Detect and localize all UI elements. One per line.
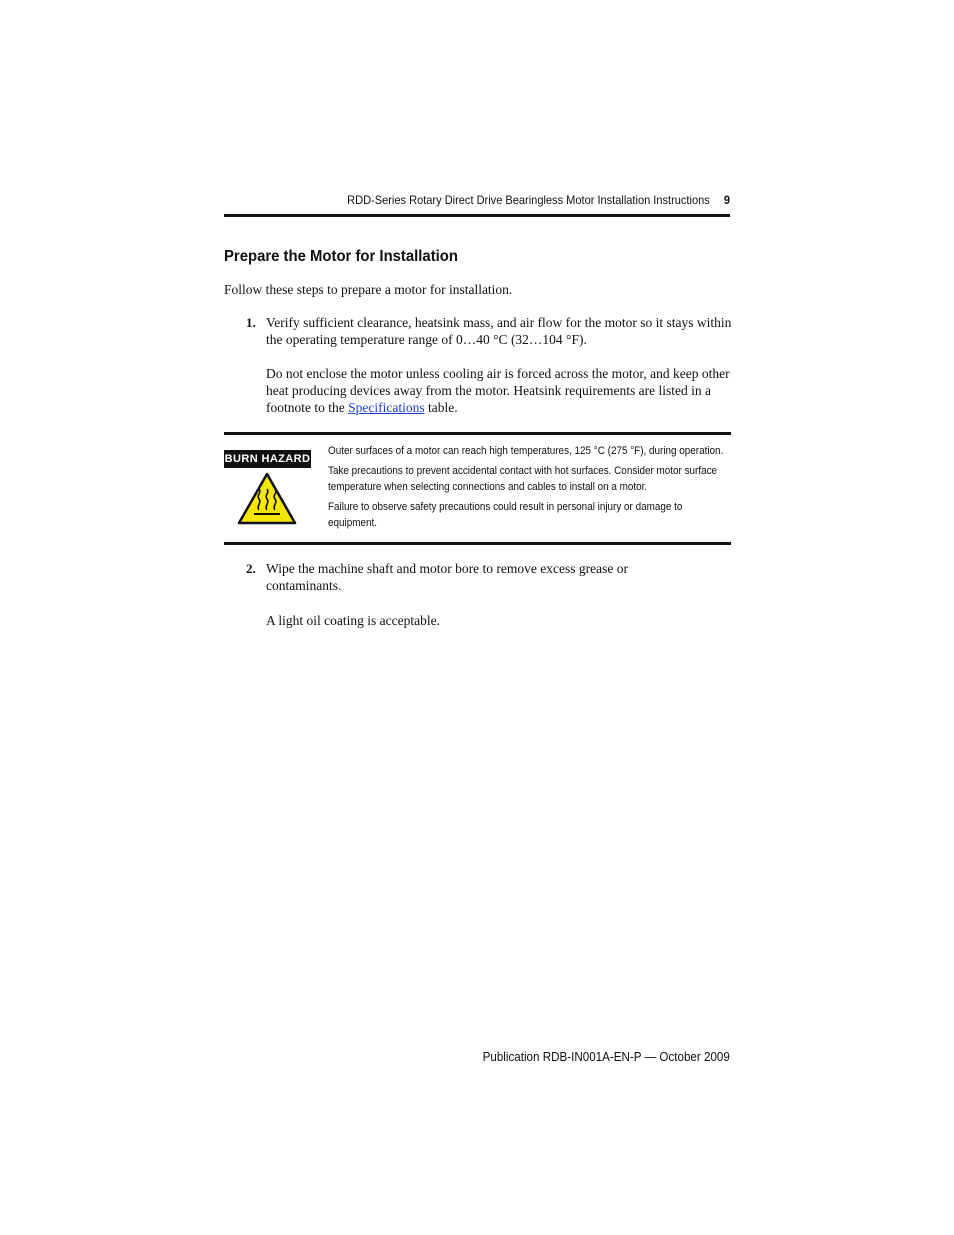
hazard-paragraph-1: Outer surfaces of a motor can reach high temperatures, 125 °C (275 °F), during operation. — [328, 445, 724, 457]
hazard-paragraph-2: Take precautions to prevent accidental contact with hot surfaces. Consider motor surface temperature when selecting connections and cables to install on a motor. — [328, 465, 718, 493]
step-2-paragraph-1: Wipe the machine shaft and motor bore to remove excess grease or contaminants. — [266, 561, 628, 593]
burn-hazard-label: BURN HAZARD — [224, 450, 311, 468]
page-number: 9 — [723, 193, 730, 207]
specifications-link[interactable]: Specifications — [348, 400, 425, 415]
hazard-bottom-rule — [224, 542, 731, 545]
hazard-text — [328, 443, 724, 535]
step-1-after-link: table. — [424, 400, 458, 415]
step-2-number: 2. — [246, 561, 256, 576]
step-1-number: 1. — [246, 315, 256, 330]
step-1-text — [266, 314, 732, 416]
section-title: Prepare the Motor for Installation — [224, 248, 458, 265]
step-1-paragraph-2 — [266, 365, 732, 416]
header-rule — [224, 214, 730, 217]
hazard-paragraph-3: Failure to observe safety precautions could result in personal injury or damage to equipment. — [328, 501, 683, 529]
intro-text: Follow these steps to prepare a motor for installation. — [224, 282, 513, 297]
header-title: RDD-Series Rotary Direct Drive Bearingless Motor Installation Instructions — [347, 193, 710, 207]
hazard-top-rule — [224, 432, 731, 435]
step-1-paragraph-2-text: Do not enclose the motor unless cooling air is forced across the motor, and keep other heat producing devices away from the motor. Heatsink requirements are listed in a footnote to the — [266, 366, 730, 415]
publication-footer: Publication RDB-IN001A-EN-P — October 2009 — [482, 1050, 730, 1064]
step-1-paragraph-1: Verify sufficient clearance, heatsink mass, and air flow for the motor so it stays within the operating temperature range of 0…40 °C (32…104 °F). — [266, 315, 732, 347]
running-header — [264, 190, 730, 212]
hot-surface-warning-icon — [237, 472, 297, 525]
step-2-paragraph-2: A light oil coating is acceptable. — [266, 613, 440, 628]
step-2-text — [266, 560, 706, 629]
